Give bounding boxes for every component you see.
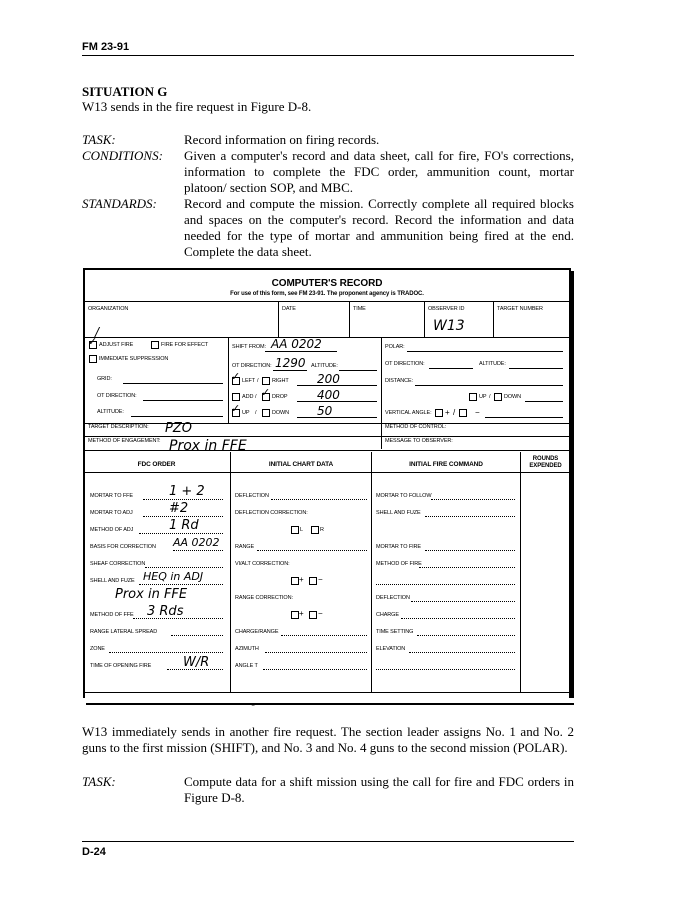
vertical-angle-label: VERTICAL ANGLE:	[385, 410, 432, 416]
rule	[371, 452, 372, 692]
rule	[273, 370, 307, 371]
rule	[109, 652, 223, 653]
rule	[520, 472, 569, 473]
right-checkbox[interactable]	[262, 377, 270, 385]
rc-minus-label: −	[318, 609, 323, 618]
footer-rule	[82, 841, 574, 842]
valt-plus-checkbox[interactable]	[291, 577, 299, 585]
rule	[85, 450, 569, 451]
initial-fire-command-header: INITIAL FIRE COMMAND	[409, 461, 483, 468]
rule	[85, 423, 569, 424]
method-of-ffe-value: 3 Rds	[147, 604, 184, 619]
rule	[265, 652, 367, 653]
method-of-engagement-label: METHOD OF ENGAGEMENT:	[88, 438, 161, 444]
polar-label: POLAR:	[385, 344, 405, 350]
target-description-value: PZO	[165, 421, 192, 436]
adjust-fire-check-mark: ✓	[88, 335, 98, 348]
valt-minus-label: −	[318, 575, 323, 584]
range-lateral-spread-label: RANGE LATERAL SPREAD	[90, 629, 158, 635]
charge-label: CHARGE	[376, 612, 399, 618]
task-label: TASK:	[82, 132, 116, 147]
caption-mask	[83, 698, 574, 703]
basis-for-correction-label: BASIS FOR CORRECTION	[90, 544, 156, 550]
va-plus-label: +	[445, 408, 450, 417]
up-label: UP	[242, 410, 250, 416]
immediate-suppression-label: IMMEDIATE SUPPRESSION	[99, 356, 169, 362]
ad-value: 400	[317, 388, 340, 402]
observer-id-value: W13	[433, 318, 465, 334]
conditions-text: Given a computer's record and data sheet, call for fire, FO's corrections, information to complete the FDC order, ammunition count, mortar platoon/ section SOP, and MBC.	[184, 148, 574, 195]
polar-altitude-label: ALTITUDE:	[479, 361, 506, 367]
org-mark: /	[95, 325, 100, 339]
rc-plus-label: +	[299, 609, 304, 618]
rule	[409, 652, 515, 653]
observer-id-label: OBSERVER ID	[428, 306, 465, 312]
rule	[371, 472, 520, 473]
mortar-to-adj-label: MORTAR TO ADJ	[90, 510, 133, 516]
rule	[85, 692, 569, 693]
sheaf-correction-label: SHEAF CORRECTION	[90, 561, 146, 567]
azimuth-label: AZIMUTH	[235, 646, 259, 652]
intro-text: W13 sends in the fire request in Figure D-8.	[82, 99, 312, 114]
ad-slash: /	[255, 394, 257, 400]
rule	[509, 368, 563, 369]
right-label: RIGHT	[272, 378, 289, 384]
method-of-control-label: METHOD OF CONTROL:	[385, 424, 447, 430]
rule	[520, 452, 521, 692]
rule	[123, 383, 223, 384]
mortar-to-ffe-label: MORTAR TO FFE	[90, 493, 133, 499]
shell-and-fuze-value-2: Prox in FFE	[115, 587, 188, 602]
polar-down-checkbox[interactable]	[494, 393, 502, 401]
standards-text: Record and compute the mission. Correctly complete all required blocks and spaces on the computer's record. Record the information and data needed for the type of mortar and ammunition being fired at the end. Complete the data sheet.	[184, 196, 574, 259]
target-description-label: TARGET DESCRIPTION:	[88, 424, 149, 430]
rule	[173, 550, 223, 551]
standards-label: STANDARDS:	[82, 196, 157, 211]
left-label: LEFT	[242, 378, 256, 384]
task2-label: TASK:	[82, 774, 116, 789]
rule	[429, 368, 473, 369]
rc-minus-checkbox[interactable]	[309, 611, 317, 619]
mortar-to-fire-label: MORTAR TO FIRE	[376, 544, 421, 550]
rule	[376, 584, 515, 585]
rule	[339, 370, 377, 371]
method-of-engagement-value: Prox in FFE	[169, 438, 247, 454]
rule	[257, 550, 367, 551]
shift-ot-direction-value: 1290	[275, 356, 306, 370]
ud-slash: /	[255, 410, 257, 416]
va-minus-label: −	[475, 408, 480, 417]
rule	[381, 337, 382, 423]
down-label: DOWN	[272, 410, 290, 416]
altitude-label: ALTITUDE:	[97, 409, 124, 415]
valt-correction-label: VI/ALT CORRECTION:	[235, 561, 290, 567]
time-setting-label: TIME SETTING	[376, 629, 414, 635]
ot-direction-label: OT DIRECTION:	[97, 393, 137, 399]
drop-check-mark: ✓	[261, 386, 271, 399]
rule	[349, 301, 350, 337]
defl-r-label: R	[320, 527, 324, 533]
time-of-opening-fire-label: TIME OF OPENING FIRE	[90, 663, 152, 669]
time-label: TIME	[353, 306, 366, 312]
add-label: ADD	[242, 394, 254, 400]
grid-label: GRID:	[97, 376, 112, 382]
down-checkbox[interactable]	[262, 409, 270, 417]
basis-for-correction-value: AA 0202	[173, 536, 220, 549]
rule	[407, 351, 563, 352]
method-of-fire-label: METHOD OF FIRE	[376, 561, 422, 567]
time-of-opening-fire-value: W/R	[183, 655, 210, 670]
elevation-label: ELEVATION	[376, 646, 406, 652]
ud-value: 50	[317, 404, 333, 418]
rule	[417, 635, 515, 636]
body-paragraph: W13 immediately sends in another fire request. The section leader assigns No. 1 and No. 2 guns to the first mission (SHIFT), and No. 3 and No. 4 guns to the second mission (POLAR).	[82, 724, 574, 755]
initial-chart-data-header: INITIAL CHART DATA	[268, 461, 334, 468]
method-of-adj-label: METHOD OF ADJ	[90, 527, 134, 533]
polar-up-checkbox[interactable]	[469, 393, 477, 401]
rule	[381, 423, 382, 449]
target-number-label: TARGET NUMBER	[497, 306, 543, 312]
rule	[143, 516, 223, 517]
mortar-to-ffe-value: 1 + 2	[169, 484, 205, 499]
add-checkbox[interactable]	[232, 393, 240, 401]
rule	[425, 516, 515, 517]
adjust-fire-label: ADJUST FIRE	[99, 342, 134, 348]
section-title: SITUATION G	[82, 84, 168, 99]
rule	[493, 301, 494, 337]
rule	[424, 301, 425, 337]
rc-plus-checkbox[interactable]	[291, 611, 299, 619]
form-subtitle: For use of this form, see FM 23-91. The proponent agency is TRADOC.	[230, 291, 424, 297]
rule	[131, 416, 223, 417]
rounds-header: ROUNDS	[532, 456, 559, 462]
va-minus-checkbox[interactable]	[459, 409, 467, 417]
method-of-ffe-label: METHOD OF FFE	[90, 612, 134, 618]
conditions-label: CONDITIONS:	[82, 148, 163, 163]
rule	[143, 499, 223, 500]
shift-altitude-label: ALTITUDE:	[311, 363, 338, 369]
rule	[230, 472, 371, 473]
method-of-adj-value: 1 Rd	[169, 518, 199, 533]
rule	[525, 401, 563, 402]
defl-l-label: L	[300, 527, 303, 533]
task2-text: Compute data for a shift mission using the call for fire and FDC orders in Figure D-8.	[184, 774, 574, 805]
rule	[281, 635, 367, 636]
rule	[85, 472, 230, 473]
valt-minus-checkbox[interactable]	[309, 577, 317, 585]
angle-t-label: ANGLE T	[235, 663, 258, 669]
rule	[85, 337, 569, 338]
defl-r-checkbox[interactable]	[311, 526, 319, 534]
message-to-observer-label: MESSAGE TO OBSERVER:	[385, 438, 453, 444]
shell-and-fuze-label: SHELL AND FUZE	[90, 578, 135, 584]
rule	[139, 584, 223, 585]
shift-from-value: AA 0202	[271, 337, 322, 351]
rule	[411, 601, 515, 602]
shift-from-label: SHIFT FROM:	[232, 344, 266, 350]
defl-l-checkbox[interactable]	[291, 526, 299, 534]
deflection-correction-label: DEFLECTION CORRECTION:	[235, 510, 308, 516]
shell-and-fuze-value: HEQ in ADJ	[143, 570, 204, 583]
rule	[230, 452, 231, 692]
chart-range-label: RANGE	[235, 544, 255, 550]
charge-range-label: CHARGE/RANGE	[235, 629, 279, 635]
rule	[85, 301, 569, 302]
valt-plus-label: +	[299, 575, 304, 584]
rule	[425, 550, 515, 551]
mortar-to-adj-value: #2	[169, 501, 189, 516]
rule	[376, 669, 515, 670]
rule	[278, 301, 279, 337]
command-deflection-label: DEFLECTION	[376, 595, 410, 601]
va-slash: /	[453, 408, 456, 417]
header-rule	[82, 55, 574, 56]
lr-value: 200	[317, 372, 340, 386]
drop-label: DROP	[272, 394, 288, 400]
form-title: COMPUTER'S RECORD	[271, 278, 383, 289]
org-label: ORGANIZATION	[88, 306, 129, 312]
rule	[419, 567, 515, 568]
page-number: D-24	[82, 846, 106, 858]
rule	[85, 436, 569, 437]
rule	[171, 635, 223, 636]
rule	[143, 400, 223, 401]
fdc-order-header: FDC ORDER	[137, 461, 176, 468]
mortar-to-follow-label: MORTAR TO FOLLOW	[376, 493, 432, 499]
polar-up-label: UP	[479, 394, 487, 400]
up-check-mark: ✓	[231, 402, 241, 415]
immediate-suppression-checkbox[interactable]	[89, 355, 97, 363]
expended-header: EXPENDED	[529, 463, 562, 469]
rule	[228, 337, 229, 423]
zone-label: ZONE	[90, 646, 105, 652]
rule	[485, 417, 563, 418]
polar-down-label: DOWN	[504, 394, 522, 400]
command-shell-and-fuze-label: SHELL AND FUZE	[376, 510, 421, 516]
rule	[271, 499, 367, 500]
lr-slash: /	[257, 378, 259, 384]
left-check-mark: ✓	[231, 370, 241, 383]
computers-record-form	[83, 268, 571, 702]
rule	[145, 567, 223, 568]
rule	[401, 618, 515, 619]
rule	[431, 499, 515, 500]
rule	[297, 417, 377, 418]
polar-ud-slash: /	[489, 394, 491, 400]
range-correction-label: RANGE CORRECTION:	[235, 595, 293, 601]
task-text: Record information on firing records.	[184, 132, 380, 147]
distance-label: DISTANCE:	[385, 378, 414, 384]
ffe-checkbox[interactable]	[151, 341, 159, 349]
chart-deflection-label: DEFLECTION	[235, 493, 269, 499]
polar-ot-direction-label: OT DIRECTION:	[385, 361, 425, 367]
rule	[265, 351, 337, 352]
rule	[263, 669, 367, 670]
va-plus-checkbox[interactable]	[435, 409, 443, 417]
rule	[139, 533, 223, 534]
rule	[415, 385, 563, 386]
date-label: DATE	[282, 306, 296, 312]
ffe-label: FIRE FOR EFFECT	[161, 342, 209, 348]
shift-ot-direction-label: OT DIRECTION:	[232, 363, 272, 369]
manual-number: FM 23-91	[82, 41, 130, 53]
